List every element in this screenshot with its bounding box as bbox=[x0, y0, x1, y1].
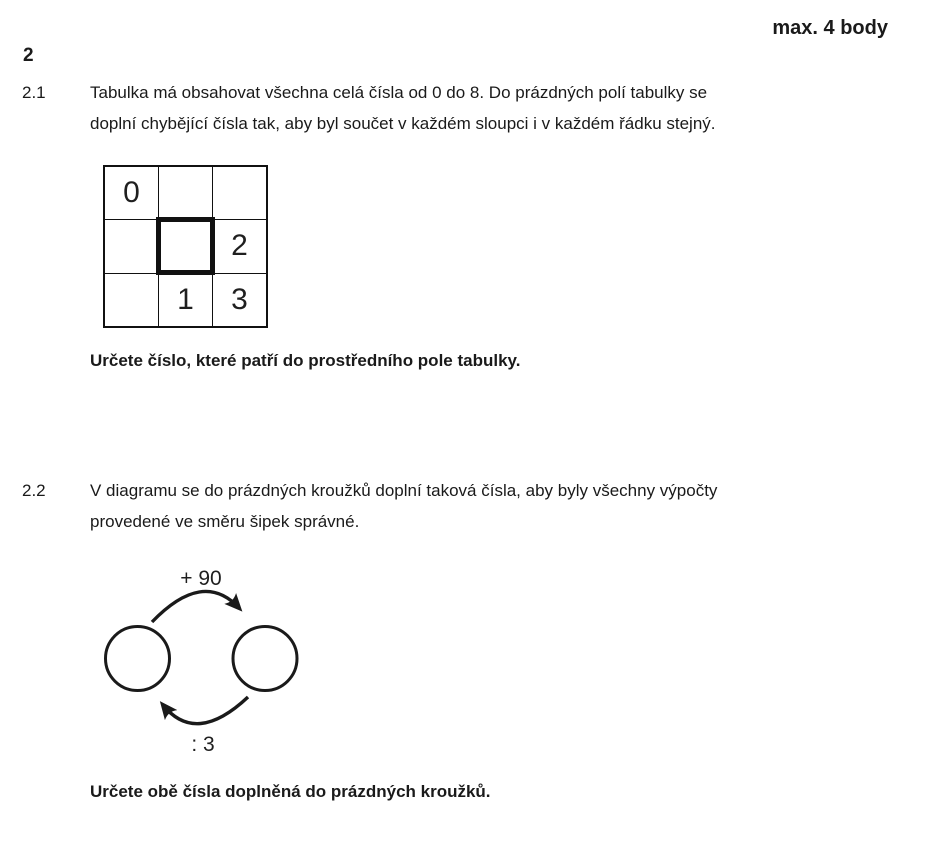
question-text-2-2-line-2: provedené ve směru šipek správné. bbox=[90, 512, 360, 531]
table-cell-r1c1: 0 bbox=[105, 167, 158, 219]
task-statement-2-1: Určete číslo, které patří do prostředního pole tabulky. bbox=[90, 351, 521, 370]
question-text-2-2-line-1: V diagramu se do prázdných kroužků doplní taková čísla, aby byly všechny výpočty bbox=[90, 481, 718, 500]
empty-circle-left bbox=[106, 627, 170, 691]
question-text-2-2 bbox=[90, 475, 717, 537]
table-cell-r2c2-middle bbox=[159, 220, 212, 272]
question-text-2-1-line-2: doplní chybějící čísla tak, aby byl součet v každém sloupci i v každém řádku stejný. bbox=[90, 114, 716, 133]
operation-diagram bbox=[85, 558, 325, 770]
question-number-2-1: 2.1 bbox=[22, 83, 46, 102]
magic-square-table bbox=[103, 165, 268, 328]
table-cell-r1c2 bbox=[159, 167, 212, 219]
table-cell-r2c3: 2 bbox=[213, 220, 266, 272]
divide-3-label: : 3 bbox=[191, 733, 215, 756]
question-text-2-1 bbox=[90, 77, 716, 139]
question-text-2-1-line-1: Tabulka má obsahovat všechna celá čísla od 0 do 8. Do prázdných polí tabulky se bbox=[90, 83, 708, 102]
empty-circle-right bbox=[233, 627, 297, 691]
table-cell-r3c2: 1 bbox=[159, 274, 212, 326]
table-cell-r3c1 bbox=[105, 274, 158, 326]
table-cell-r1c3 bbox=[213, 167, 266, 219]
question-number-2-2: 2.2 bbox=[22, 481, 46, 500]
section-number: 2 bbox=[23, 45, 34, 66]
plus-90-label: + 90 bbox=[180, 567, 222, 590]
top-arrow bbox=[152, 591, 239, 622]
table-cell-r3c3: 3 bbox=[213, 274, 266, 326]
task-statement-2-2: Určete obě čísla doplněná do prázdných kroužků. bbox=[90, 782, 491, 801]
max-points-label: max. 4 body bbox=[772, 17, 888, 39]
bottom-arrow bbox=[163, 697, 248, 724]
table-cell-r2c1 bbox=[105, 220, 158, 272]
